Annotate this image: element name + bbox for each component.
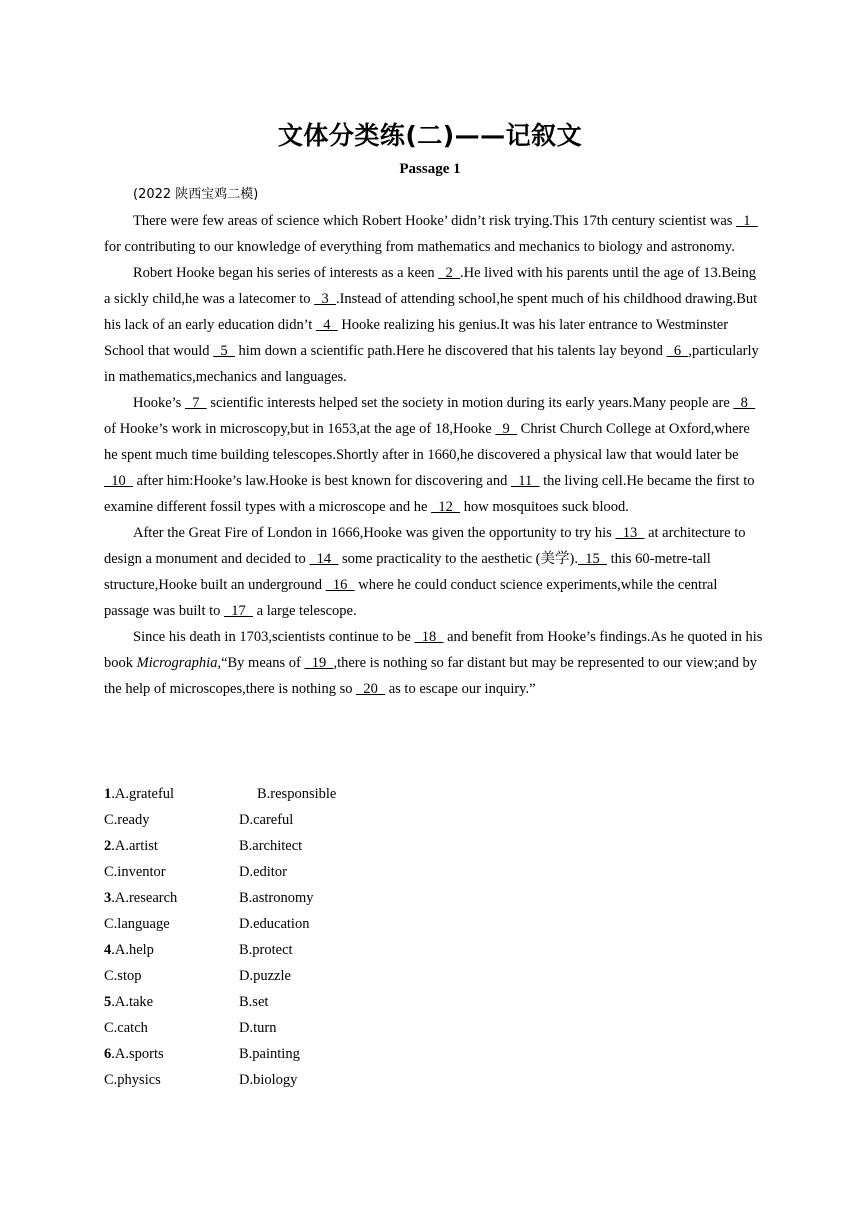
question-row bbox=[104, 807, 604, 833]
question-number: 2 bbox=[104, 838, 112, 854]
option-a bbox=[104, 1041, 239, 1067]
passage-heading: Passage 1 bbox=[399, 161, 461, 177]
passage-text: There were few areas of science which Robert Hooke’ didn’t risk trying.This 17th century scientist was bbox=[133, 213, 737, 229]
passage-text: a large telescope. bbox=[253, 603, 357, 619]
option-b: B.astronomy bbox=[239, 890, 314, 906]
option-a-text: .A.take bbox=[111, 994, 154, 1010]
option-b: B.painting bbox=[239, 1046, 300, 1062]
option-a bbox=[104, 833, 239, 859]
passage-text: .He lived with his parents until the age of 13.Being a sickly child,he was a latecomer to bbox=[104, 265, 756, 307]
answer-blank: 16 bbox=[325, 577, 355, 593]
question-number: 4 bbox=[104, 942, 112, 958]
option-c: C.catch bbox=[104, 1020, 148, 1036]
answer-blank: 9 bbox=[495, 421, 518, 437]
passage-text: as to escape our inquiry.” bbox=[385, 681, 536, 697]
question-row bbox=[104, 885, 604, 911]
passage-text: ,“By means of bbox=[217, 655, 305, 671]
option-d: D.editor bbox=[239, 864, 287, 880]
option-d: D.turn bbox=[239, 1020, 277, 1036]
question-row bbox=[104, 1015, 604, 1041]
option-d: D.biology bbox=[239, 1072, 298, 1088]
passage-text: .Instead of attending school,he spent much of his childhood drawing.But his lack of an early education didn’t bbox=[104, 291, 758, 333]
passage-text: some practicality to the aesthetic (美学). bbox=[338, 551, 578, 567]
page-title: 文体分类练(二)——记叙文 bbox=[277, 121, 583, 150]
passage-paragraph bbox=[104, 624, 764, 702]
question-row bbox=[104, 911, 604, 937]
passage-text: of Hooke’s work in microscopy,but in 1653,at the age of 18,Hooke bbox=[104, 421, 496, 437]
option-a bbox=[104, 989, 239, 1015]
option-a-text: .A.sports bbox=[111, 1046, 164, 1062]
passage-text: him down a scientific path.Here he discovered that his talents lay beyond bbox=[234, 343, 667, 359]
passage-text: Robert Hooke began his series of interests as a keen bbox=[133, 265, 439, 281]
question-number: 3 bbox=[104, 890, 112, 906]
answer-blank: 18 bbox=[414, 629, 444, 645]
option-a bbox=[104, 781, 239, 807]
question-row bbox=[104, 1067, 604, 1093]
option-d: D.education bbox=[239, 916, 310, 932]
answer-blank: 4 bbox=[315, 317, 338, 333]
question-row bbox=[104, 781, 604, 807]
passage-text: Hooke realizing his genius.It was his later entrance to Westminster School that would bbox=[104, 317, 729, 359]
passage-text: Hooke’s bbox=[133, 395, 185, 411]
option-d: D.careful bbox=[239, 812, 294, 828]
answer-blank: 6 bbox=[666, 343, 689, 359]
answer-blank: 5 bbox=[213, 343, 235, 359]
answer-blank: 20 bbox=[356, 681, 386, 697]
passage-text: scientific interests helped set the society in motion during its early years.Many people are bbox=[206, 395, 734, 411]
option-a bbox=[104, 885, 239, 911]
answer-blank: 8 bbox=[733, 395, 756, 411]
answer-blank: 14 bbox=[309, 551, 339, 567]
option-b: B.protect bbox=[239, 942, 293, 958]
source-note: (2022 陕西宝鸡二模) bbox=[133, 187, 259, 202]
passage-text: Christ Church College at Oxford,where he spent much time building telescopes.Shortly after in 1660,he discovered a physical law that would later be bbox=[104, 421, 750, 463]
option-c: C.ready bbox=[104, 812, 150, 828]
passage-paragraph bbox=[104, 208, 764, 260]
option-a-text: .A.help bbox=[111, 942, 154, 958]
option-b: B.architect bbox=[239, 838, 303, 854]
passage-text: ,there is nothing so far distant but may be represented to our view;and by the help of microscopes,there is nothing so bbox=[104, 655, 758, 697]
answer-blank: 13 bbox=[615, 525, 645, 541]
answer-blank: 17 bbox=[224, 603, 254, 619]
passage-paragraph bbox=[104, 260, 764, 390]
passage-text: where he could conduct science experiments,while the central passage was built to bbox=[104, 577, 718, 619]
option-c: C.language bbox=[104, 916, 170, 932]
option-a bbox=[104, 937, 239, 963]
question-row bbox=[104, 963, 604, 989]
question-row bbox=[104, 1041, 604, 1067]
question-number: 1 bbox=[104, 786, 112, 802]
option-c: C.stop bbox=[104, 968, 142, 984]
answer-blank: 7 bbox=[184, 395, 207, 411]
passage-text: how mosquitoes suck blood. bbox=[460, 499, 629, 515]
option-a-text: .A.research bbox=[111, 890, 178, 906]
passage-text: for contributing to our knowledge of everything from mathematics and mechanics to biology and astronomy. bbox=[104, 239, 735, 255]
answer-blank: 3 bbox=[314, 291, 336, 307]
option-a-text: .A.artist bbox=[111, 838, 158, 854]
option-c: C.inventor bbox=[104, 864, 166, 880]
answer-blank: 15 bbox=[577, 551, 607, 567]
option-d: D.puzzle bbox=[239, 968, 291, 984]
question-row bbox=[104, 937, 604, 963]
passage-body bbox=[104, 182, 764, 702]
passage-paragraph bbox=[104, 520, 764, 624]
question-row bbox=[104, 989, 604, 1015]
option-a-text: .A.grateful bbox=[111, 786, 175, 802]
answer-blank: 19 bbox=[304, 655, 334, 671]
option-c: C.physics bbox=[104, 1072, 161, 1088]
passage-text: at architecture to design a monument and decided to bbox=[104, 525, 746, 567]
answer-blank: 1 bbox=[736, 213, 758, 229]
passage-text: the living cell.He became the first to examine different fossil types with a microscope and he bbox=[104, 473, 755, 515]
passage-text: after him:Hooke’s law.Hooke is best known for discovering and bbox=[133, 473, 511, 489]
passage-text: ,particularly in mathematics,mechanics and languages. bbox=[104, 343, 759, 385]
answer-blank: 11 bbox=[511, 473, 540, 489]
question-number: 5 bbox=[104, 994, 112, 1010]
passage-text: this 60-metre-tall structure,Hooke built an underground bbox=[104, 551, 711, 593]
question-options bbox=[104, 781, 604, 1093]
book-title: Micrographia bbox=[136, 655, 218, 671]
question-number: 6 bbox=[104, 1046, 112, 1062]
passage-paragraph bbox=[104, 390, 764, 520]
option-b: B.set bbox=[239, 994, 269, 1010]
option-b: B.responsible bbox=[257, 786, 337, 802]
answer-blank: 10 bbox=[104, 473, 133, 489]
passage-text: After the Great Fire of London in 1666,Hooke was given the opportunity to try his bbox=[133, 525, 616, 541]
answer-blank: 2 bbox=[438, 265, 460, 281]
question-row bbox=[104, 859, 604, 885]
passage-text: Since his death in 1703,scientists continue to be bbox=[133, 629, 415, 645]
passage-text: and benefit from Hooke’s findings.As he quoted in his book bbox=[104, 629, 763, 671]
answer-blank: 12 bbox=[431, 499, 461, 515]
question-row bbox=[104, 833, 604, 859]
